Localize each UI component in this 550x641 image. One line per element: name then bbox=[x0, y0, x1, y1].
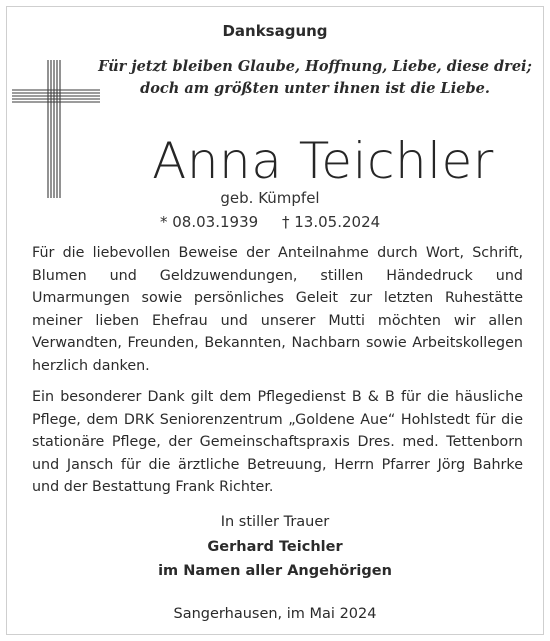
death-date: † 13.05.2024 bbox=[282, 213, 381, 231]
thanks-paragraph-2: Ein besonderer Dank gilt dem Pflegedienst B & B für die häusliche Pflege, dem DRK Seniorenzentrum „Goldene Aue“ Hohlstedt für die stationäre Pflege, der Gemeinschaftspraxis Dres. med. Tettenborn und Jansch für die ärztliche Betreuung, Herrn Pfarrer Jörg Bahrke und der Bestattung Frank Richter. bbox=[32, 389, 523, 496]
cross-icon bbox=[10, 58, 102, 200]
notice-heading: Danksagung bbox=[222, 22, 328, 40]
maiden-name: geb. Kümpfel bbox=[220, 189, 320, 207]
thanks-paragraph-1: Für die liebevollen Beweise der Anteilnahme durch Wort, Schrift, Blumen und Geldzuwendungen, stillen Händedruck und Umarmungen sowie persönliches Geleit zur letzten Ruhestätte meiner lieben Ehefrau und unserer Mutti möchten wir allen Verwandten, Freunden, Bekannten, Nachbarn sowie Arbeitskollegen herzlich danken. bbox=[32, 245, 523, 374]
signature-family: im Namen aller Angehörigen bbox=[158, 563, 392, 579]
place-date: Sangerhausen, im Mai 2024 bbox=[173, 606, 377, 622]
signature-intro: In stiller Trauer bbox=[220, 514, 330, 530]
signature-name: Gerhard Teichler bbox=[207, 539, 343, 555]
deceased-name: Anna Teichler bbox=[152, 132, 494, 190]
quote-line-2: doch am größten unter ihnen ist die Liebe. bbox=[140, 80, 490, 97]
quote-line-1: Für jetzt bleiben Glaube, Hoffnung, Liebe, diese drei; bbox=[98, 58, 532, 75]
birth-date: * 08.03.1939 bbox=[160, 213, 259, 231]
